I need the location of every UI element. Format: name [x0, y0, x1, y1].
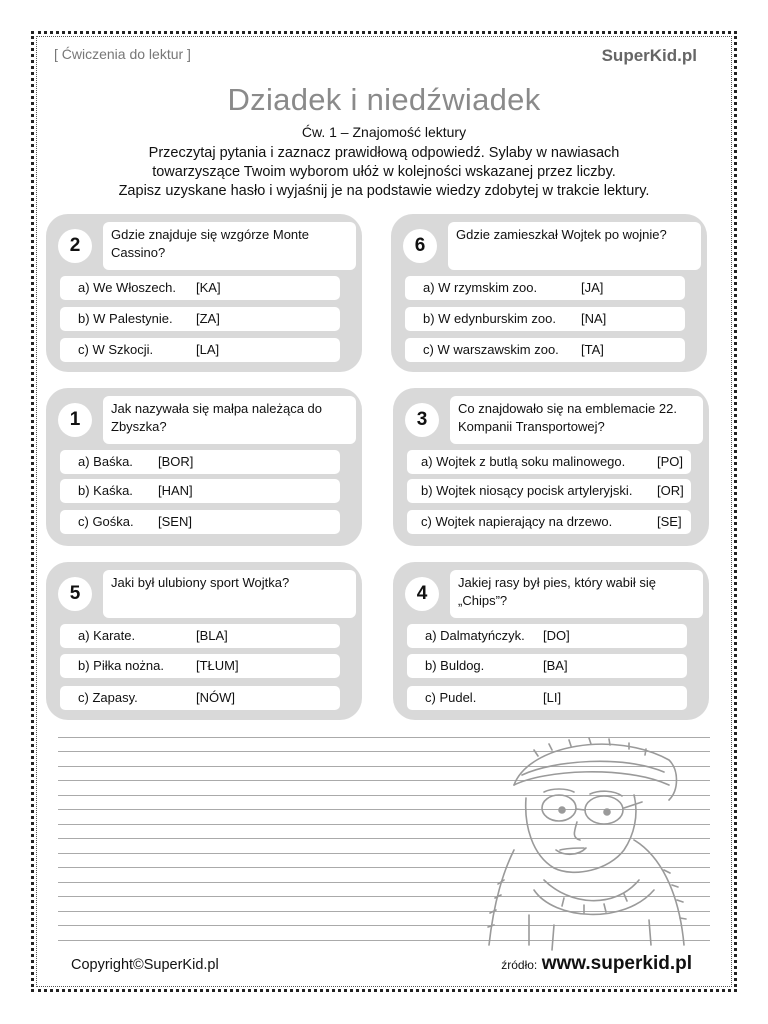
answer-option[interactable]: [60, 479, 340, 503]
page-title: Dziadek i niedźwiadek: [227, 82, 541, 117]
answer-syllable: [BOR]: [158, 454, 194, 469]
answer-syllable: [JA]: [581, 280, 604, 295]
question-number: 5: [58, 577, 92, 611]
question-text: Jaki był ulubiony sport Wojtka?: [103, 570, 356, 618]
answer-option[interactable]: [60, 338, 340, 362]
answer-text: a) We Włoszech.: [78, 280, 177, 295]
instruction-line: Przeczytaj pytania i zaznacz prawidłową odpowiedź. Sylaby w nawiasach: [148, 145, 620, 161]
answer-text: a) Baśka.: [78, 454, 133, 469]
answer-text: c) Zapasy.: [78, 690, 138, 705]
instruction-line: towarzyszące Twoim wyborom ułóż w kolejności wskazanej przez liczby.: [152, 164, 616, 180]
answer-text: c) W Szkocji.: [78, 342, 154, 357]
answer-text: b) Piłka nożna.: [78, 658, 164, 673]
answer-syllable: [OR]: [657, 483, 684, 498]
answer-syllable: [DO]: [543, 628, 570, 643]
answer-syllable: [ZA]: [196, 311, 220, 326]
answer-option[interactable]: [405, 338, 685, 362]
question-card: [46, 214, 362, 372]
answer-text: b) Wojtek niosący pocisk artyleryjski.: [421, 483, 633, 498]
answer-syllable: [TŁUM]: [196, 658, 239, 673]
question-text: Co znajdowało się na emblemacie 22. Kompanii Transportowej?: [450, 396, 703, 444]
copyright: Copyright©SuperKid.pl: [71, 957, 219, 973]
answer-syllable: [PO]: [657, 454, 684, 469]
header-brand: SuperKid.pl: [601, 46, 697, 65]
answer-syllable: [BA]: [543, 658, 568, 673]
question-card: [46, 562, 362, 720]
answer-option[interactable]: [407, 686, 687, 710]
answer-text: a) Dalmatyńczyk.: [425, 628, 525, 643]
answer-option[interactable]: [407, 624, 687, 648]
answer-option[interactable]: [407, 450, 691, 474]
source: [501, 953, 692, 975]
header-category: [ Ćwiczenia do lektur ]: [54, 46, 191, 62]
answer-option[interactable]: [60, 654, 340, 678]
answer-syllable: [SEN]: [158, 514, 192, 529]
answer-syllable: [TA]: [581, 342, 604, 357]
instruction-line: Zapisz uzyskane hasło i wyjaśnij je na podstawie wiedzy zdobytej w trakcie lektury.: [118, 183, 650, 199]
answer-syllable: [HAN]: [158, 483, 193, 498]
question-number: 3: [405, 403, 439, 437]
source-label: źródło:: [501, 958, 538, 972]
answer-option[interactable]: [405, 276, 685, 300]
answer-syllable: [NÓW]: [196, 690, 235, 705]
answer-option[interactable]: [60, 307, 340, 331]
answer-option[interactable]: [407, 654, 687, 678]
question-text: Gdzie znajduje się wzgórze Monte Cassino?: [103, 222, 356, 270]
answer-option[interactable]: [60, 686, 340, 710]
answer-text: c) Wojtek napierający na drzewo.: [421, 514, 613, 529]
answer-option[interactable]: [60, 450, 340, 474]
question-number: 4: [405, 577, 439, 611]
question-text: Jak nazywała się małpa należąca do Zbyszka?: [103, 396, 356, 444]
answer-text: a) Wojtek z butlą soku malinowego.: [421, 454, 626, 469]
answer-text: c) W warszawskim zoo.: [423, 342, 559, 357]
answer-syllable: [KA]: [196, 280, 221, 295]
answer-option[interactable]: [60, 624, 340, 648]
answer-text: a) W rzymskim zoo.: [423, 280, 538, 295]
answer-option[interactable]: [60, 510, 340, 534]
answer-text: c) Pudel.: [425, 690, 477, 705]
answer-syllable: [BLA]: [196, 628, 228, 643]
question-number: 2: [58, 229, 92, 263]
answer-text: a) Karate.: [78, 628, 136, 643]
answer-text: b) Buldog.: [425, 658, 485, 673]
answer-option[interactable]: [407, 479, 691, 503]
answer-option[interactable]: [60, 276, 340, 300]
answer-syllable: [LI]: [543, 690, 562, 705]
answer-syllable: [LA]: [196, 342, 220, 357]
question-text: Jakiej rasy był pies, który wabił się „Chips”?: [450, 570, 703, 618]
answer-text: b) W Palestynie.: [78, 311, 173, 326]
exercise-subtitle: Ćw. 1 – Znajomość lektury: [301, 124, 467, 140]
question-number: 1: [58, 403, 92, 437]
answer-option[interactable]: [405, 307, 685, 331]
question-number: 6: [403, 229, 437, 263]
grandfather-illustration: [474, 730, 704, 960]
answer-syllable: [SE]: [657, 514, 682, 529]
question-card: [393, 562, 709, 720]
question-text: Gdzie zamieszkał Wojtek po wojnie?: [448, 222, 701, 270]
instructions: [90, 144, 678, 201]
answer-text: b) W edynburskim zoo.: [423, 311, 556, 326]
answer-syllable: [NA]: [581, 311, 607, 326]
answer-option[interactable]: [407, 510, 691, 534]
question-card: [393, 388, 709, 546]
source-link[interactable]: www.superkid.pl: [541, 953, 692, 974]
answer-text: b) Kaśka.: [78, 483, 133, 498]
question-card: [46, 388, 362, 546]
question-card: [391, 214, 707, 372]
answer-text: c) Gośka.: [78, 514, 134, 529]
